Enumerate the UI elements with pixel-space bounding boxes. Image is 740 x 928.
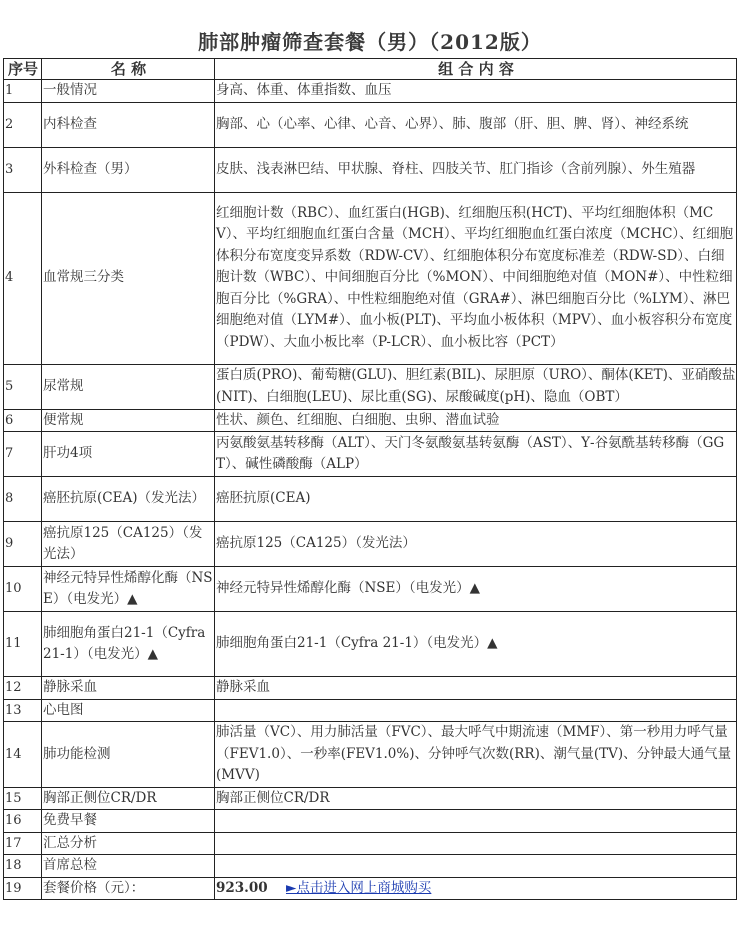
row-name: 癌抗原125（CA125）（发光法） [42, 522, 215, 567]
row-content: 肺活量（VC）、用力肺活量（FVC）、最大呼气中期流速（MMF）、第一秒用力呼气量（FEV1.0）、一秒率(FEV1.0%)、分钟呼气次数(RR)、潮气量(TV)、分钟最大通气量(MVV) [215, 722, 737, 788]
row-seq: 10 [4, 567, 42, 612]
row-name: 免费早餐 [42, 810, 215, 833]
row-name: 胸部正侧位CR/DR [42, 787, 215, 810]
table-row [4, 699, 737, 722]
row-seq: 12 [4, 677, 42, 700]
row-name: 肺细胞角蛋白21-1（Cyfra 21-1）（电发光）▲ [42, 612, 215, 677]
header-seq: 序号 [4, 59, 42, 80]
row-content: 胸部、心（心率、心律、心音、心界）、肺、腹部（肝、胆、脾、肾）、神经系统 [215, 102, 737, 147]
header-name: 名 称 [42, 59, 215, 80]
row-seq: 5 [4, 364, 42, 409]
table-row [4, 787, 737, 810]
row-name: 尿常规 [42, 364, 215, 409]
row-name: 便常规 [42, 409, 215, 432]
row-content: 癌胚抗原(CEA) [215, 477, 737, 522]
table-row [4, 832, 737, 855]
table-row [4, 855, 737, 878]
row-seq: 3 [4, 147, 42, 192]
table-row [4, 102, 737, 147]
row-content [215, 810, 737, 833]
row-seq: 18 [4, 855, 42, 878]
row-content [215, 855, 737, 878]
row-name: 肺功能检测 [42, 722, 215, 788]
row-seq: 17 [4, 832, 42, 855]
row-seq: 4 [4, 192, 42, 364]
row-seq: 2 [4, 102, 42, 147]
row-content [215, 699, 737, 722]
page-title: 肺部肿瘤筛查套餐（男）（2012版） [198, 30, 542, 54]
table-row [4, 432, 737, 477]
package-table [3, 58, 737, 900]
row-content: 癌抗原125（CA125）（发光法） [215, 522, 737, 567]
row-content: 性状、颜色、红细胞、白细胞、虫卵、潜血试验 [215, 409, 737, 432]
row-content: 身高、体重、体重指数、血压 [215, 80, 737, 103]
row-content: 肺细胞角蛋白21-1（Cyfra 21-1）（电发光）▲ [215, 612, 737, 677]
row-seq: 6 [4, 409, 42, 432]
price-label: 套餐价格（元）： [42, 877, 215, 900]
table-header-row [4, 59, 737, 80]
price-row-seq: 19 [4, 877, 42, 900]
row-content: 蛋白质(PRO)、葡萄糖(GLU)、胆红素(BIL)、尿胆原（URO）、酮体(KET)、亚硝酸盐(NIT)、白细胞(LEU)、尿比重(SG)、尿酸碱度(pH)、隐血（OBT） [215, 364, 737, 409]
row-name: 心电图 [42, 699, 215, 722]
table-row [4, 409, 737, 432]
row-name: 血常规三分类 [42, 192, 215, 364]
header-content: 组 合 内 容 [215, 59, 737, 80]
table-row [4, 612, 737, 677]
row-content: 神经元特异性烯醇化酶（NSE）（电发光）▲ [215, 567, 737, 612]
row-name: 静脉采血 [42, 677, 215, 700]
price-row [4, 877, 737, 900]
row-content: 静脉采血 [215, 677, 737, 700]
row-seq: 11 [4, 612, 42, 677]
row-name: 神经元特异性烯醇化酶（NSE）（电发光）▲ [42, 567, 215, 612]
table-row [4, 677, 737, 700]
row-content: 胸部正侧位CR/DR [215, 787, 737, 810]
table-row [4, 722, 737, 788]
row-content: 丙氨酸氨基转移酶（ALT）、天门冬氨酸氨基转氨酶（AST）、Υ-谷氨酰基转移酶（GGT）、碱性磷酸酶（ALP） [215, 432, 737, 477]
table-row [4, 567, 737, 612]
price-value: 923.00 [216, 879, 268, 896]
table-row [4, 522, 737, 567]
table-row [4, 192, 737, 364]
row-name: 汇总分析 [42, 832, 215, 855]
row-name: 首席总检 [42, 855, 215, 878]
row-content: 红细胞计数（RBC）、血红蛋白(HGB)、红细胞压积(HCT)、平均红细胞体积（MCV）、平均红细胞血红蛋白含量（MCH）、平均红细胞血红蛋白浓度（MCHC）、红细胞体积分布宽度变异系数（RDW-CV）、红细胞体积分布宽度标准差（RDW-SD）、白细胞计数（WBC）、中间细胞百分比（%MON）、中间细胞绝对值（MON#）、中性粒细胞百分比（%GRA）、中性粒细胞绝对值（GRA#）、淋巴细胞百分比（%LYM）、淋巴细胞绝对值（LYM#）、血小板(PLT)、平均血小板体积（MPV）、血小板容积分布宽度（PDW）、大血小板比率（P-LCR）、血小板比容（PCT） [215, 192, 737, 364]
row-content [215, 832, 737, 855]
row-name: 一般情况 [42, 80, 215, 103]
row-seq: 1 [4, 80, 42, 103]
row-seq: 15 [4, 787, 42, 810]
table-row [4, 810, 737, 833]
row-name: 癌胚抗原(CEA)（发光法） [42, 477, 215, 522]
price-cell [215, 877, 737, 900]
table-row [4, 477, 737, 522]
row-seq: 13 [4, 699, 42, 722]
table-row [4, 80, 737, 103]
row-seq: 9 [4, 522, 42, 567]
row-name: 外科检查（男） [42, 147, 215, 192]
shop-link[interactable]: ►点击进入网上商城购买 [285, 879, 432, 896]
table-row [4, 147, 737, 192]
row-seq: 8 [4, 477, 42, 522]
row-seq: 14 [4, 722, 42, 788]
row-seq: 7 [4, 432, 42, 477]
row-seq: 16 [4, 810, 42, 833]
row-name: 肝功4项 [42, 432, 215, 477]
row-content: 皮肤、浅表淋巴结、甲状腺、脊柱、四肢关节、肛门指诊（含前列腺）、外生殖器 [215, 147, 737, 192]
table-row [4, 364, 737, 409]
row-name: 内科检查 [42, 102, 215, 147]
